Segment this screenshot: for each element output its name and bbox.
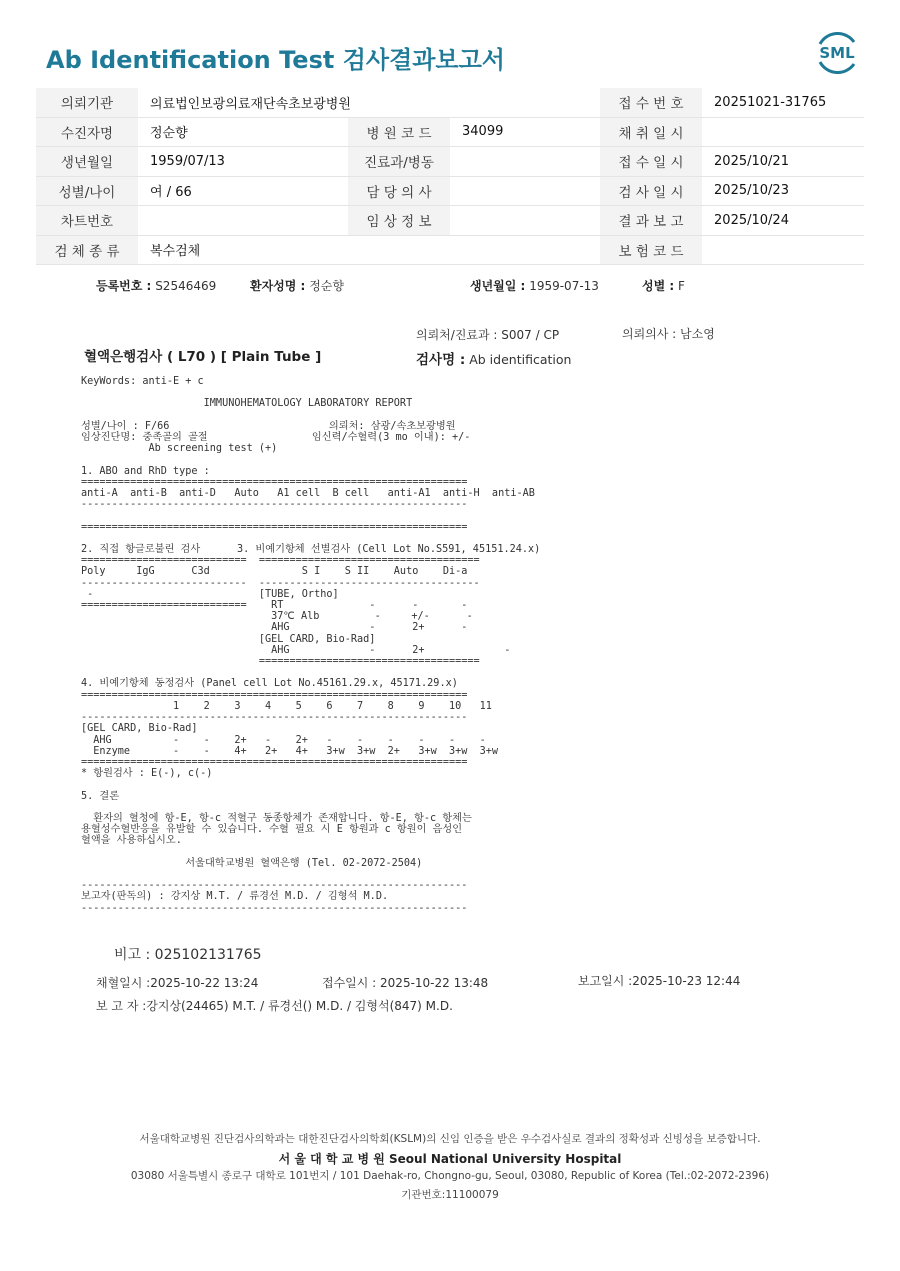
logo-text: SML bbox=[819, 44, 855, 62]
dob-label: 생년월일 : bbox=[470, 279, 526, 293]
label-department-ward: 진료과/병동 bbox=[348, 147, 450, 177]
header-row bbox=[36, 235, 864, 265]
department-ward bbox=[450, 147, 600, 177]
label-hospital-code: 병 원 코 드 bbox=[348, 117, 450, 147]
report-title: Ab Identification Test 검사결과보고서 bbox=[46, 46, 505, 74]
dob-line bbox=[470, 277, 599, 294]
report-time: 보고일시 :2025-10-23 12:44 bbox=[578, 974, 741, 988]
patient-name-line bbox=[250, 277, 344, 294]
label-sex-age: 성별/나이 bbox=[36, 176, 138, 206]
exam-label: 검사명 : bbox=[416, 352, 466, 368]
footer-certification: 서울대학교병원 진단검사의학과는 대한진단검사의학회(KSLM)의 신임 인증을 받은 우수검사실로 결과의 정확성과 신빙성을 보증합니다. bbox=[139, 1133, 761, 1145]
test-datetime: 2025/10/23 bbox=[702, 176, 864, 206]
receipt-datetime: 2025/10/21 bbox=[702, 147, 864, 177]
label-attending-doctor: 담 당 의 사 bbox=[348, 176, 450, 206]
label-receipt-number: 접 수 번 호 bbox=[600, 88, 702, 117]
label-requesting-institution: 의뢰기관 bbox=[36, 88, 138, 117]
collection-time: 채혈일시 :2025-10-22 13:24 bbox=[96, 976, 259, 990]
name-label: 환자성명 : bbox=[250, 279, 306, 293]
name-value: 정순향 bbox=[309, 279, 344, 293]
hospital-code: 34099 bbox=[450, 117, 600, 147]
label-insurance-code: 보 험 코 드 bbox=[600, 235, 702, 265]
collection-datetime bbox=[702, 117, 864, 147]
report-body: KeyWords: anti-E + c IMMUNOHEMATOLOGY LABORATORY REPORT 성별/나이 : F/66 의뢰처: 삼광/속초보광병원 임상진단명: 중족골의 골절 임신력/수혈력(3 mo 이내): +/- Ab screening test (+) 1. ABO and RhD type : =============================================================== anti-A anti-B anti-D Auto A1 cell B cell anti-A1 anti-H anti-AB --------------------------------------------------------------- =============================================================== 2. 직접 항글로불린 검사 3. 비예기항체 선별검사 (Cell Lot No.S591, 45151.24.x) =========================== ==================================== Poly IgG C3d S I S II Auto Di-a --------------------------- ------------------------------------ - [TUBE, Ortho] =========================== RT - - - 37℃ Alb - +/- - AHG - 2+ - [GEL CARD, Bio-Rad] AHG - 2+ - ==================================== 4. 비예기항체 동정검사 (Panel cell Lot No.45161.29.x, 45171.29.x) =============================================================== 1 2 3 4 5 6 7 8 9 10 11 --------------------------------------------------------------- [GEL CARD, Bio-Rad] AHG - - 2+ - 2+ - - - - - - Enzyme - - 4+ 2+ 4+ 3+w 3+w 2+ 3+w 3+w 3+w =============================================================== * 항원검사 : E(-), c(-) 5. 결론 환자의 혈청에 항-E, 항-c 적혈구 동종항체가 존재합니다. 항-E, 항-c 항체는 용혈성수혈반응을 유발할 수 있습니다. 수혈 필요 시 E 항원과 c 항원이 음성인 혈액을 사용하십시오. 서울대학교병원 혈액은행 (Tel. 02-2072-2504) --------------------------------------------------------------- 보고자(판독의) : 강지상 M.T. / 류경선 M.D. / 김형석 M.D. --------------------------------------------------------------- bbox=[81, 376, 541, 914]
footer-hospital-name: 서 울 대 학 교 병 원 Seoul National University Hospital bbox=[278, 1152, 622, 1166]
ordering-doctor: 의뢰의사 : 남소영 bbox=[622, 327, 715, 341]
exam-name bbox=[416, 348, 571, 368]
label-test-datetime: 검 사 일 시 bbox=[600, 176, 702, 206]
sml-logo bbox=[812, 30, 862, 74]
requesting-institution: 의료법인보광의료재단속초보광병원 bbox=[138, 88, 600, 117]
footer-institution-number: 기관번호:11100079 bbox=[401, 1189, 499, 1201]
registration-number bbox=[96, 277, 216, 294]
label-chart-number: 차트번호 bbox=[36, 206, 138, 236]
label-clinical-info: 임 상 정 보 bbox=[348, 206, 450, 236]
label-collection-datetime: 채 취 일 시 bbox=[600, 117, 702, 147]
header-info-table bbox=[36, 88, 864, 265]
receipt-number: 20251021-31765 bbox=[702, 88, 864, 117]
header-row bbox=[36, 88, 864, 117]
attending-doctor bbox=[450, 176, 600, 206]
header-row bbox=[36, 206, 864, 236]
footer-address: 03080 서울특별시 종로구 대학로 101번지 / 101 Daehak-ro, Chongno-gu, Seoul, 03080, Republic of Korea (Tel.:02-2072-2396) bbox=[130, 1170, 770, 1182]
sex-label: 성별 : bbox=[642, 279, 675, 293]
test-title: 혈액은행검사 ( L70 ) [ Plain Tube ] bbox=[84, 349, 322, 365]
remarks: 비고 : 025102131765 bbox=[114, 947, 262, 963]
sex-value: F bbox=[678, 279, 685, 293]
header-row bbox=[36, 176, 864, 206]
specimen-type: 복수검체 bbox=[138, 235, 600, 265]
birth-date: 1959/07/13 bbox=[138, 147, 348, 177]
clinical-info bbox=[450, 206, 600, 236]
label-specimen-type: 검 체 종 류 bbox=[36, 235, 138, 265]
header-row bbox=[36, 117, 864, 147]
reg-label: 등록번호 : bbox=[96, 279, 152, 293]
dob-value: 1959-07-13 bbox=[529, 279, 599, 293]
result-report-date: 2025/10/24 bbox=[702, 206, 864, 236]
insurance-code bbox=[702, 235, 864, 265]
receipt-time: 접수일시 : 2025-10-22 13:48 bbox=[322, 976, 489, 990]
label-patient-name: 수진자명 bbox=[36, 117, 138, 147]
sex-age: 여 / 66 bbox=[138, 176, 348, 206]
reporter-line: 보 고 자 :강지상(24465) M.T. / 류경선() M.D. / 김형석(847) M.D. bbox=[96, 999, 453, 1013]
sex-line bbox=[642, 277, 685, 294]
label-result-report: 결 과 보 고 bbox=[600, 206, 702, 236]
chart-number bbox=[138, 206, 348, 236]
patient-name: 정순향 bbox=[138, 117, 348, 147]
label-birth-date: 생년월일 bbox=[36, 147, 138, 177]
ordering-department: 의뢰처/진료과 : S007 / CP bbox=[416, 328, 560, 342]
exam-value: Ab identification bbox=[469, 352, 572, 367]
reg-value: S2546469 bbox=[155, 279, 217, 293]
label-receipt-datetime: 접 수 일 시 bbox=[600, 147, 702, 177]
header-row bbox=[36, 147, 864, 177]
